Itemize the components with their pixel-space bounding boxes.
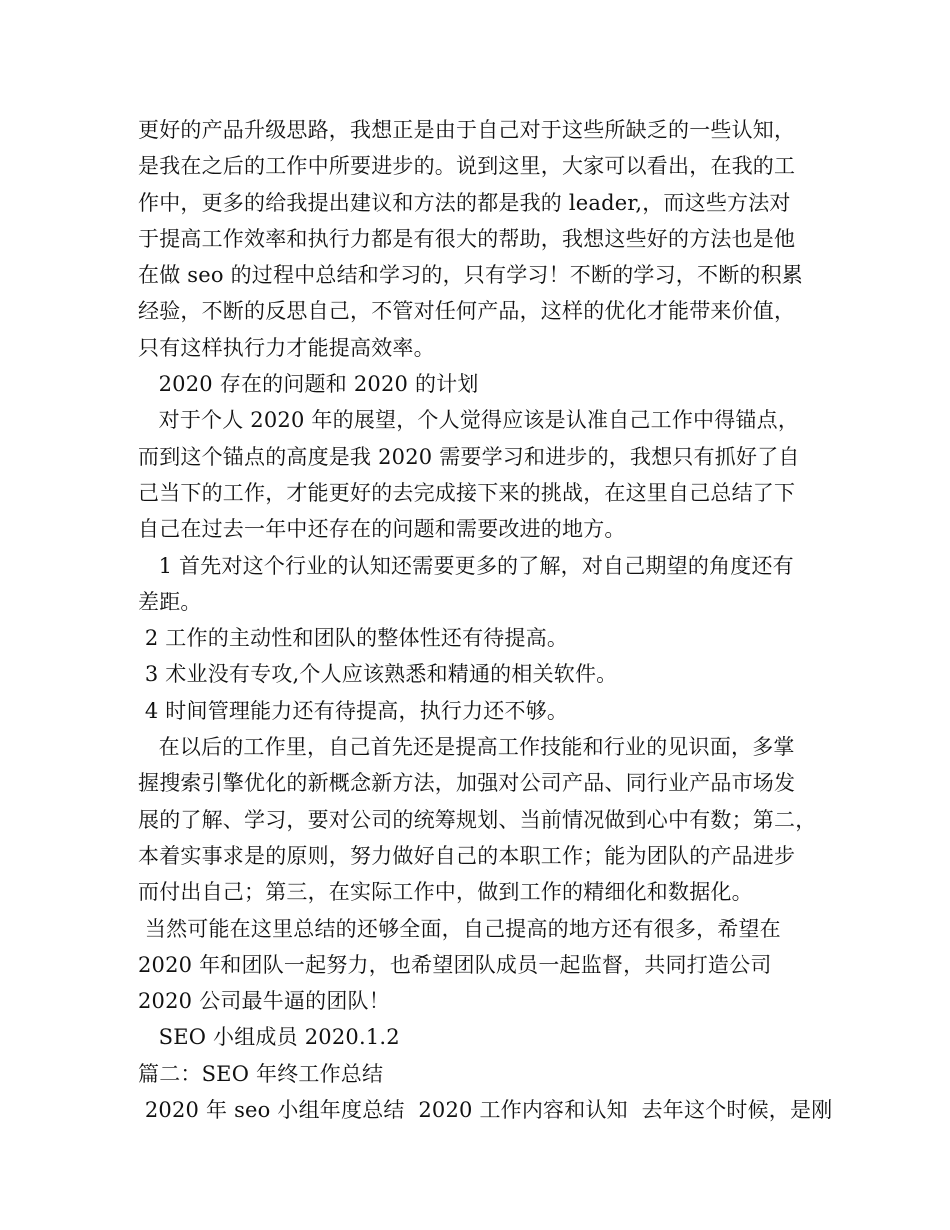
text-line: 在以后的工作里，自己首先还是提高工作技能和行业的见识面，多掌: [138, 735, 795, 760]
text-line: 2020 年和团队一起努力，也希望团队成员一起监督，共同打造公司: [138, 952, 772, 977]
text-line: 2020 公司最牛逼的团队！: [138, 989, 390, 1014]
section-heading: 篇二：SEO 年终工作总结: [138, 1061, 384, 1086]
text-line: 2020 年 seo 小组年度总结 2020 工作内容和认知 去年这个时候，是刚: [138, 1098, 833, 1123]
text-line: 当然可能在这里总结的还够全面，自己提高的地方还有很多，希望在: [138, 916, 781, 941]
text-line: 只有这样执行力才能提高效率。: [138, 335, 435, 360]
text-line: 在做 seo 的过程中总结和学习的，只有学习！不断的学习，不断的积累: [138, 263, 803, 288]
text-line: 是我在之后的工作中所要进步的。说到这里，大家可以看出，在我的工: [138, 154, 796, 179]
text-line: 自己在过去一年中还存在的问题和需要改进的地方。: [138, 517, 626, 542]
section-heading: 2020 存在的问题和 2020 的计划: [138, 372, 479, 397]
list-item: 1 首先对这个行业的认知还需要更多的了解，对自己期望的角度还有: [138, 553, 794, 578]
body-text: [138, 112, 838, 1128]
text-line: 握搜索引擎优化的新概念新方法，加强对公司产品、同行业产品市场发: [138, 771, 796, 796]
text-line: 展的了解、学习，要对公司的统筹规划、当前情况做到心中有数；第二，: [138, 807, 817, 832]
text-line: 差距。: [138, 589, 202, 614]
text-line: 己当下的工作，才能更好的去完成接下来的挑战，在这里自己总结了下: [138, 480, 796, 505]
text-line: 作中，更多的给我提出建议和方法的都是我的 leader,，而这些方法对: [138, 190, 791, 215]
text-line: 而到这个锚点的高度是我 2020 需要学习和进步的，我想只有抓好了自: [138, 444, 800, 469]
text-line: 经验，不断的反思自己，不管对任何产品，这样的优化才能带来价值，: [138, 299, 796, 324]
text-line: 本着实事求是的原则，努力做好自己的本职工作；能为团队的产品进步: [138, 843, 796, 868]
text-line: 更好的产品升级思路，我想正是由于自己对于这些所缺乏的一些认知，: [138, 118, 796, 142]
list-item: 3 术业没有专攻,个人应该熟悉和精通的相关软件。: [138, 662, 618, 687]
signature-line: SEO 小组成员 2020.1.2: [138, 1025, 400, 1050]
list-item: 2 工作的主动性和团队的整体性还有待提高。: [138, 626, 569, 651]
text-line: 对于个人 2020 年的展望，个人觉得应该是认准自己工作中得锚点，: [138, 408, 800, 433]
text-line: 于提高工作效率和执行力都是有很大的帮助，我想这些好的方法也是他: [138, 226, 796, 251]
text-line: 而付出自己；第三，在实际工作中，做到工作的精细化和数据化。: [138, 880, 753, 905]
list-item: 4 时间管理能力还有待提高，执行力还不够。: [138, 698, 569, 723]
